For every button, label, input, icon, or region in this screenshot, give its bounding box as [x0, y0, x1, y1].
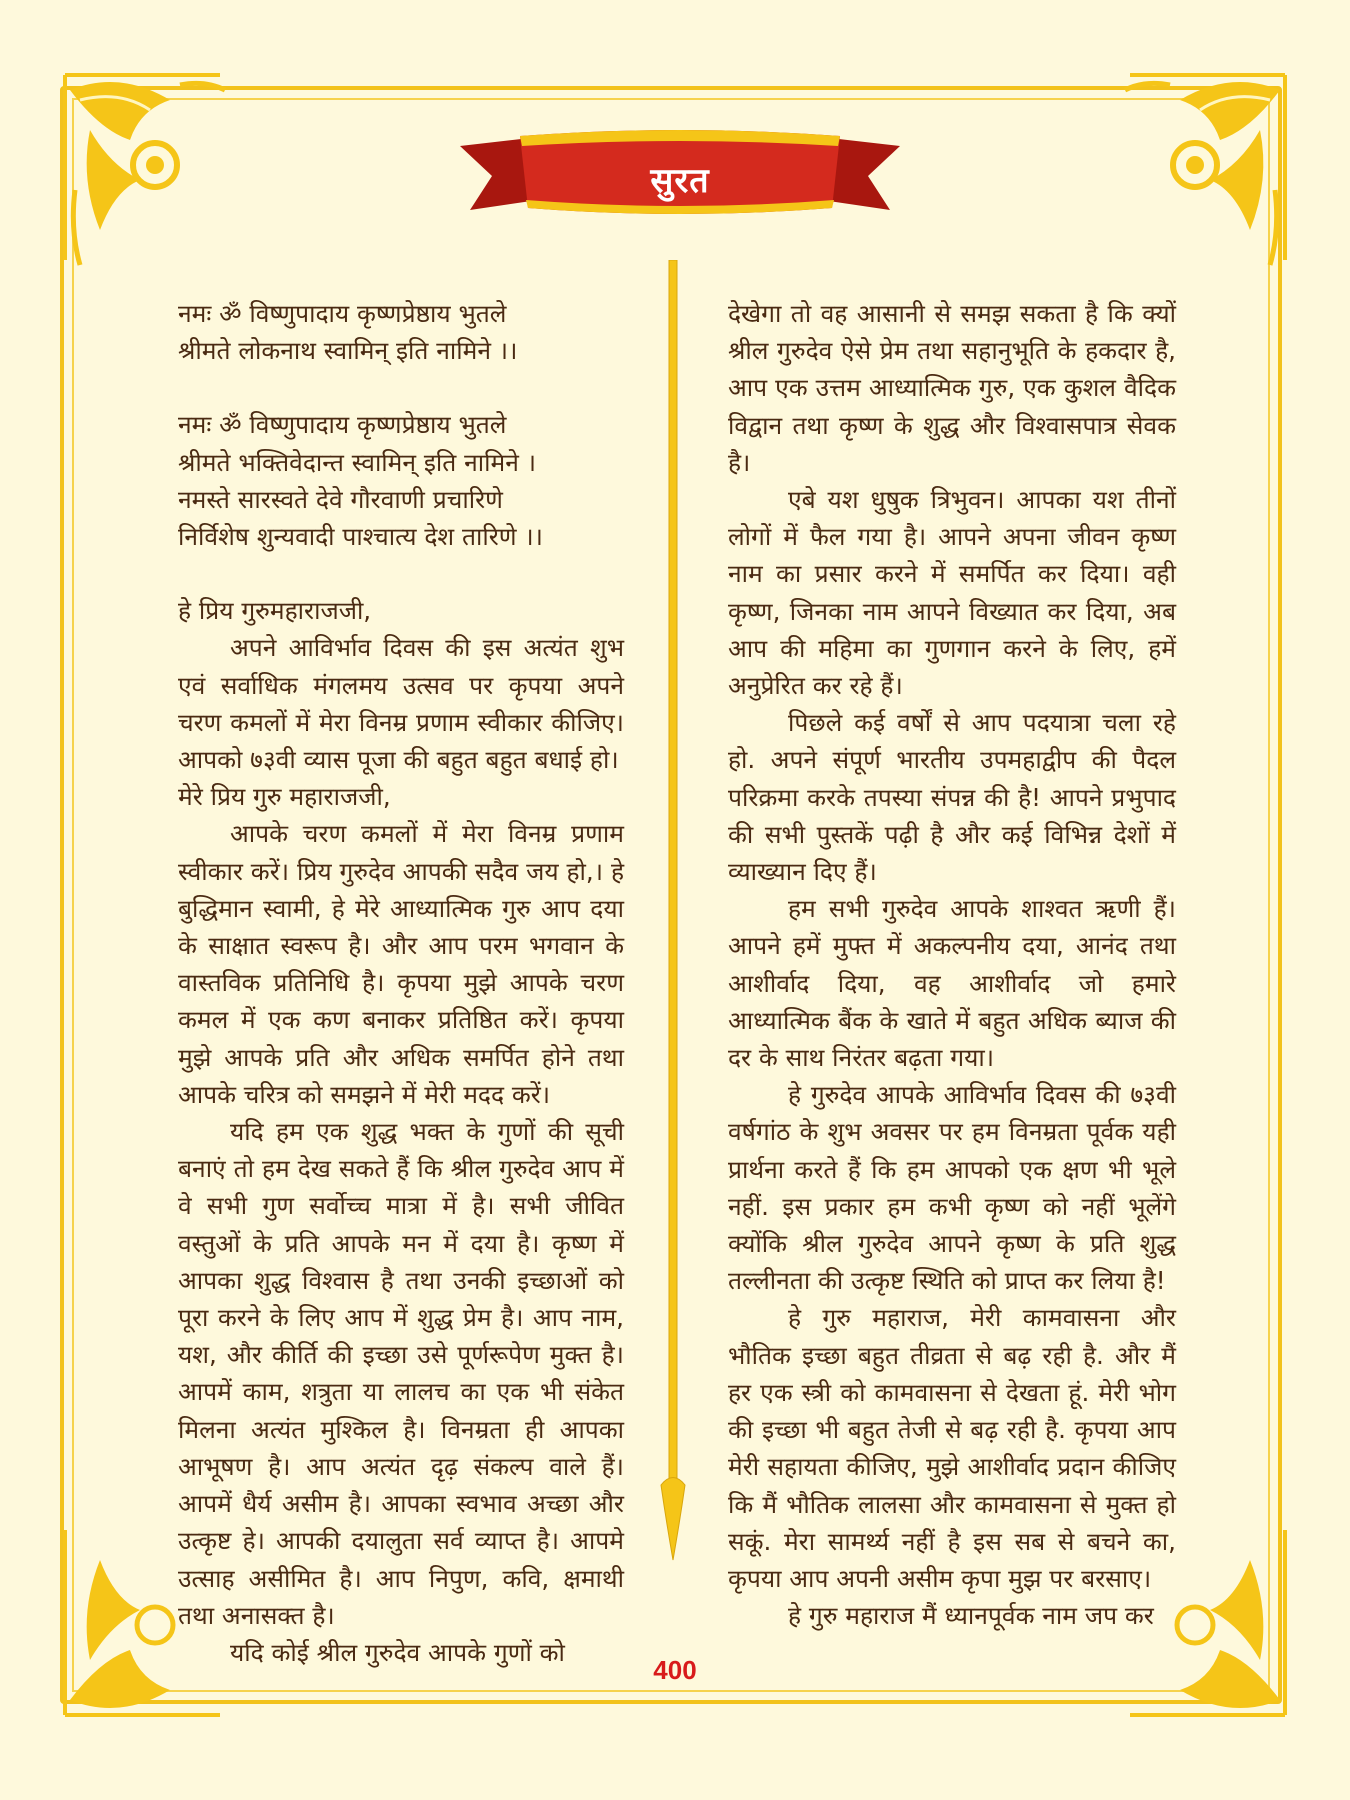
paragraph: हे गुरु महाराज मैं ध्यानपूर्वक नाम जप कर [788, 1601, 1154, 1631]
verse-line: मेरे प्रिय गुरु महाराजजी, [178, 782, 391, 812]
paragraph: एबे यश धुषुक त्रिभुवन। आपका यश तीनों लोगों में फैल गया है। आपने अपना जीवन कृष्ण नाम का प्रसार करने में समर्पित कर दिया। वही कृष्ण, जिनका नाम आपने विख्यात कर दिया, अब आप की महिमा का गुणगान करने के लिए, हमें अनुप्रेरित कर रहे हैं। [728, 485, 1176, 701]
paragraph: हम सभी गुरुदेव आपके शाश्वत ऋणी हैं। आपने हमें मुफ्त में अकल्पनीय दया, आनंद तथा आशीर्वाद दिया, वह आशीर्वाद जो हमारे आध्यात्मिक बैंक के खाते में बहुत अधिक ब्याज की दर के साथ निरंतर बढ़ता गया। [728, 894, 1176, 1073]
paragraph: अपने आविर्भाव दिवस की इस अत्यंत शुभ एवं सर्वाधिक मंगलमय उत्सव पर कृपया अपने चरण कमलों में मेरा विनम्र प्रणाम स्वीकार कीजिए। आपको ७३वी व्यास पूजा की बहुत बहुत बधाई हो। [178, 633, 624, 775]
verse-line: निर्विशेष शुन्यवादी पाश्चात्य देश तारिणे ।। [178, 522, 544, 552]
blank-line [178, 555, 624, 592]
page-title: सुरत [650, 161, 710, 201]
title-ribbon [460, 128, 900, 238]
verse-line: नमः ॐ विष्णुपादाय कृष्णप्रेष्ठाय भुतले [178, 410, 507, 440]
verse-line: नमस्ते सारस्वते देवे गौरवाणी प्रचारिणे [178, 484, 503, 514]
paragraph: देखेगा तो वह आसानी से समझ सकता है कि क्यों श्रील गुरुदेव ऐसे प्रेम तथा सहानुभूति के हकदार है, आप एक उत्तम आध्यात्मिक गुरु, एक कुशल वैदिक विद्वान तथा कृष्ण के शुद्ध और विश्वासपात्र सेवक है। [728, 299, 1176, 477]
paragraph: यदि कोई श्रील गुरुदेव आपके गुणों को [230, 1637, 565, 1667]
blank-line [178, 369, 624, 406]
corner-ornament-top-right [1120, 70, 1290, 270]
paragraph: आपके चरण कमलों में मेरा विनम्र प्रणाम स्वीकार करें। प्रिय गुरुदेव आपकी सदैव जय हो,। हे बुद्धिमान स्वामी, हे मेरे आध्यात्मिक गुरु आप दया के साक्षात स्वरूप है। और आप परम भगवान के वास्तविक प्रतिनिधि है। कृपया मुझे आपके चरण कमल में एक कण बनाकर प्रतिष्ठित करें। कृपया मुझे आपके प्रति और अधिक समर्पित होने तथा आपके चरित्र को समझने में मेरी मदद करें। [178, 819, 624, 1109]
paragraph: पिछले कई वर्षों से आप पदयात्रा चला रहे हो. अपने संपूर्ण भारतीय उपमहाद्वीप की पैदल परिक्रमा करके तपस्या संपन्न की है! आपने प्रभुपाद की सभी पुस्तकें पढ़ी है और कई विभिन्न देशों में व्याख्यान दिए हैं। [728, 708, 1176, 887]
paragraph: हे गुरु महाराज, मेरी कामवासना और भौतिक इच्छा बहुत तीव्रता से बढ़ रही है. और मैं हर एक स्त्री को कामवासना से देखता हूं. मेरी भोग की इच्छा भी बहुत तेजी से बढ़ रही है. कृपया आप मेरी सहायता कीजिए, मुझे आशीर्वाद प्रदान कीजिए कि मैं भौतिक लालसा और कामवासना से मुक्त हो सकूं. मेरा सामर्थ्य नहीं है इस सब से बचने का, कृपया आप अपनी असीम कृपा मुझ पर बरसाए। [728, 1303, 1176, 1593]
corner-ornament-top-left [60, 70, 230, 270]
verse-line: श्रीमते लोकनाथ स्वामिन् इति नामिने ।। [178, 336, 518, 366]
left-column [178, 295, 624, 1671]
paragraph: हे गुरुदेव आपके आविर्भाव दिवस की ७३वी वर्षगांठ के शुभ अवसर पर हम विनम्रता पूर्वक यही प्रार्थना करते हैं कि हम आपको एक क्षण भी भूले नहीं. इस प्रकार हम कभी कृष्ण को नहीं भूलेंगे क्योंकि श्रील गुरुदेव आपने कृष्ण के प्रति शुद्ध तल्लीनता की उत्कृष्ट स्थिति को प्राप्त कर लिया है! [728, 1080, 1176, 1296]
verse-line: श्रीमते भक्तिवेदान्त स्वामिन् इति नामिने । [178, 447, 537, 477]
paragraph: यदि हम एक शुद्ध भक्त के गुणों की सूची बनाएं तो हम देख सकते हैं कि श्रील गुरुदेव आप में वे सभी गुण सर्वोच्च मात्रा में है। सभी जीवित वस्तुओं के प्रति आपके मन में दया है। कृष्ण में आपका शुद्ध विश्वास है तथा उनकी इच्छाओं को पूरा करने के लिए आप में शुद्ध प्रेम है। आप नाम, यश, और कीर्ति की इच्छा उसे पूर्णरूपेण मुक्त है। आपमें काम, शत्रुता या लालच का एक भी संकेत मिलना अत्यंत मुश्किल है। विनम्रता ही आपका आभूषण है। आप अत्यंत दृढ़ संकल्प वाले हैं। आपमें धैर्य असीम है। आपका स्वभाव अच्छा और उत्कृष्ट हे। आपकी दयालुता सर्व व्याप्त है। आपमे उत्साह असीमित है। आप निपुण, कवि, क्षमाथी तथा अनासक्त है। [178, 1117, 624, 1630]
column-divider [658, 260, 688, 1580]
page-number: 400 [653, 1655, 697, 1685]
right-column [728, 295, 1176, 1634]
verse-line: हे प्रिय गुरुमहाराजजी, [178, 596, 372, 626]
verse-line: नमः ॐ विष्णुपादाय कृष्णप्रेष्ठाय भुतले [178, 299, 507, 328]
